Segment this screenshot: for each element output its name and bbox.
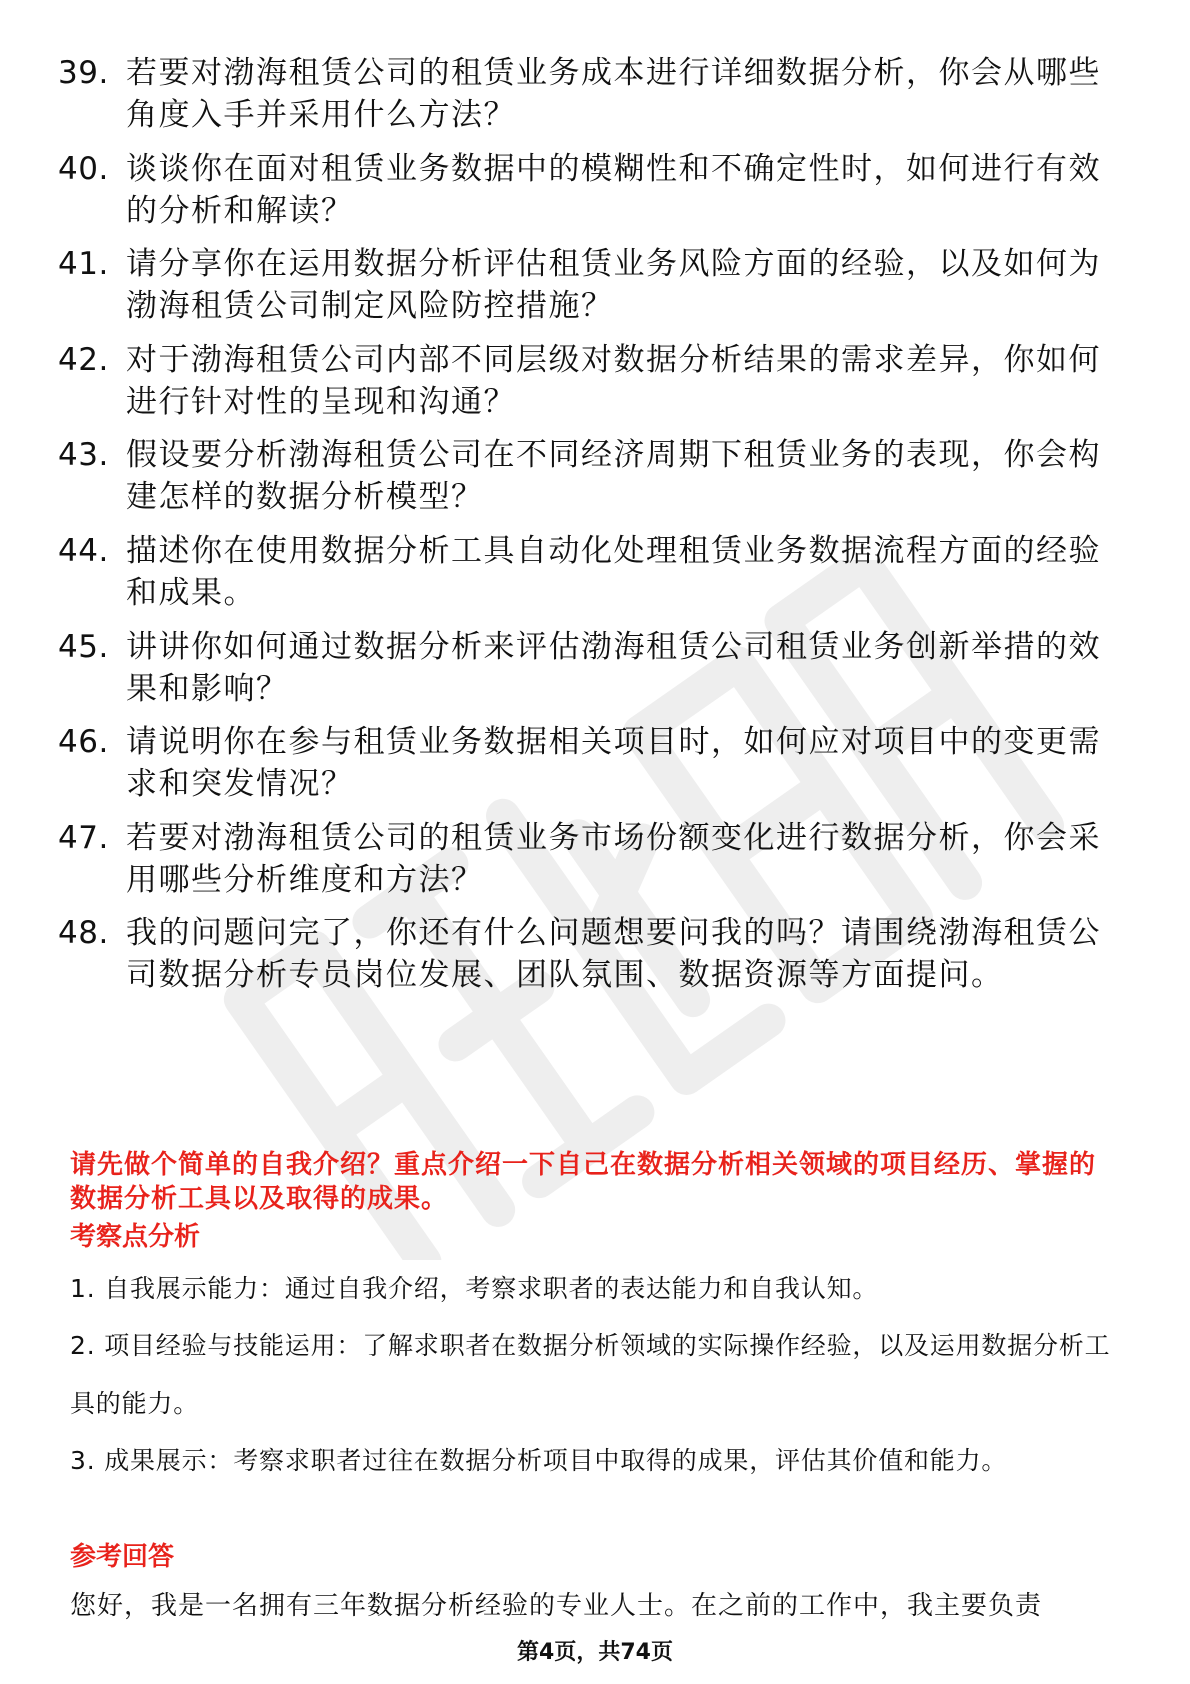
answer-text: 您好，我是一名拥有三年数据分析经验的专业人士。在之前的工作中，我主要负责 [70,1591,1043,1621]
question-text: 假设要分析渤海租赁公司在不同经济周期下租赁业务的表现，你会构建怎样的数据分析模型？ [126,437,1101,515]
analysis-item: 2. 项目经验与技能运用：了解求职者在数据分析领域的实际操作经验，以及运用数据分析工具的能力。 [70,1331,1111,1418]
question-text: 请说明你在参与租赁业务数据相关项目时，如何应对项目中的变更需求和突发情况？ [126,724,1101,802]
question-number: 39. [58,55,109,91]
question-number: 43. [58,437,109,473]
question-number: 41. [58,246,109,282]
question-number: 44. [58,533,109,569]
question-number: 47. [58,820,109,856]
highlight-question: 请先做个简单的自我介绍？重点介绍一下自己在数据分析相关领域的项目经历、掌握的数据分析工具以及取得的成果。 [70,1150,1097,1214]
page-number: 第4页，共74页 [517,1640,673,1665]
answer-title: 参考回答 [70,1542,175,1572]
question-text: 对于渤海租赁公司内部不同层级对数据分析结果的需求差异，你如何进行针对性的呈现和沟通？ [126,342,1101,420]
question-number: 40. [58,151,109,187]
question-text: 请分享你在运用数据分析评估租赁业务风险方面的经验，以及如何为渤海租赁公司制定风险防控措施？ [126,246,1101,324]
analysis-title: 考察点分析 [70,1222,201,1252]
question-number: 48. [58,915,109,951]
question-text: 谈谈你在面对租赁业务数据中的模糊性和不确定性时，如何进行有效的分析和解读？ [126,151,1101,229]
question-number: 42. [58,342,109,378]
question-text: 讲讲你如何通过数据分析来评估渤海租赁公司租赁业务创新举措的效果和影响？ [126,629,1101,707]
question-text: 我的问题问完了，你还有什么问题想要问我的吗？请围绕渤海租赁公司数据分析专员岗位发展、团队氛围、数据资源等方面提问。 [126,915,1101,993]
question-text: 若要对渤海租赁公司的租赁业务成本进行详细数据分析，你会从哪些角度入手并采用什么方法？ [126,55,1101,133]
analysis-item: 1. 自我展示能力：通过自我介绍，考察求职者的表达能力和自我认知。 [70,1274,879,1303]
question-text: 描述你在使用数据分析工具自动化处理租赁业务数据流程方面的经验和成果。 [126,533,1101,611]
question-text: 若要对渤海租赁公司的租赁业务市场份额变化进行数据分析，你会采用哪些分析维度和方法？ [126,820,1101,898]
analysis-item: 3. 成果展示：考察求职者过往在数据分析项目中取得的成果，评估其价值和能力。 [70,1446,1008,1475]
question-number: 46. [58,724,109,760]
question-number: 45. [58,629,109,665]
